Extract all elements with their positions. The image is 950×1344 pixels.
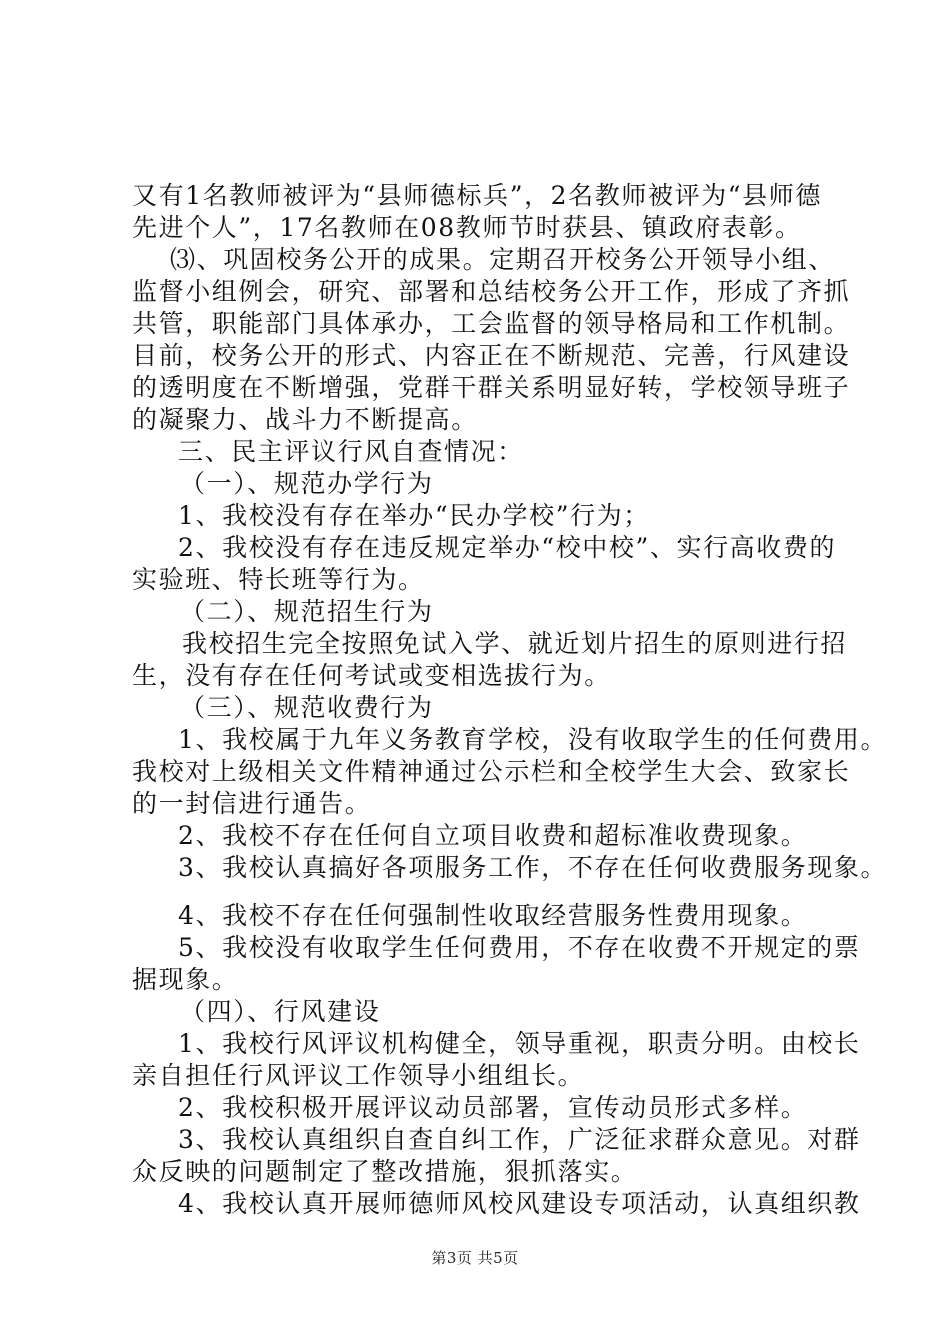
body-line: 3、我校认真搞好各项服务工作，不存在任何收费服务现象。 — [178, 853, 888, 882]
body-line: 1、我校属于九年义务教育学校，没有收取学生的任何费用。 — [178, 725, 888, 754]
body-line: 生，没有存在任何考试或变相选拔行为。 — [132, 661, 611, 690]
body-line: 4、我校认真开展师德师风校风建设专项活动，认真组织教 — [178, 1189, 861, 1218]
body-line: 实验班、特长班等行为。 — [132, 565, 425, 594]
body-line: 5、我校没有收取学生任何费用，不存在收费不开规定的票 — [178, 933, 861, 962]
subsection-heading: （三）、规范收费行为 — [180, 693, 434, 722]
body-line: 目前，校务公开的形式、内容正在不断规范、完善，行风建设 — [132, 341, 851, 370]
body-line: 的凝聚力、战斗力不断提高。 — [132, 405, 478, 434]
body-line: 2、我校积极开展评议动员部署，宣传动员形式多样。 — [178, 1093, 808, 1122]
body-line: 先进个人”，17名教师在08教师节时获县、镇政府表彰。 — [132, 213, 802, 242]
body-line: 共管，职能部门具体承办，工会监督的领导格局和工作机制。 — [132, 309, 851, 338]
body-line: 1、我校行风评议机构健全，领导重视，职责分明。由校长 — [178, 1029, 861, 1058]
body-line: 4、我校不存在任何强制性收取经营服务性费用现象。 — [178, 901, 808, 930]
subsection-heading: （二）、规范招生行为 — [180, 597, 434, 626]
section-heading: 三、民主评议行风自查情况： — [178, 437, 524, 466]
body-line: 我校对上级相关文件精神通过公示栏和全校学生大会、致家长 — [132, 757, 851, 786]
subsection-heading: （四）、行风建设 — [180, 997, 381, 1026]
body-line: 监督小组例会，研究、部署和总结校务公开工作，形成了齐抓 — [132, 277, 851, 306]
body-line: 的透明度在不断增强，党群干群关系明显好转，学校领导班子 — [132, 373, 851, 402]
body-line: 众反映的问题制定了整改措施，狠抓落实。 — [132, 1157, 638, 1186]
body-line: 2、我校不存在任何自立项目收费和超标准收费现象。 — [178, 821, 808, 850]
body-line: 又有1名教师被评为“县师德标兵”，2名教师被评为“县师德 — [132, 181, 822, 210]
body-line: 的一封信进行通告。 — [132, 789, 372, 818]
page-number-footer: 第3页 共5页 — [431, 1249, 519, 1267]
body-line: ⑶、巩固校务公开的成果。定期召开校务公开领导小组、 — [170, 245, 836, 274]
subsection-heading: （一）、规范办学行为 — [180, 469, 434, 498]
body-line: 亲自担任行风评议工作领导小组组长。 — [132, 1061, 585, 1090]
body-line: 2、我校没有存在违反规定举办“校中校”、实行高收费的 — [178, 533, 837, 562]
body-line: 1、我校没有存在举办“民办学校”行为； — [178, 501, 650, 530]
body-line: 3、我校认真组织自查自纠工作，广泛征求群众意见。对群 — [178, 1125, 861, 1154]
body-line: 据现象。 — [132, 965, 239, 994]
body-line: 我校招生完全按照免试入学、就近划片招生的原则进行招 — [182, 629, 848, 658]
